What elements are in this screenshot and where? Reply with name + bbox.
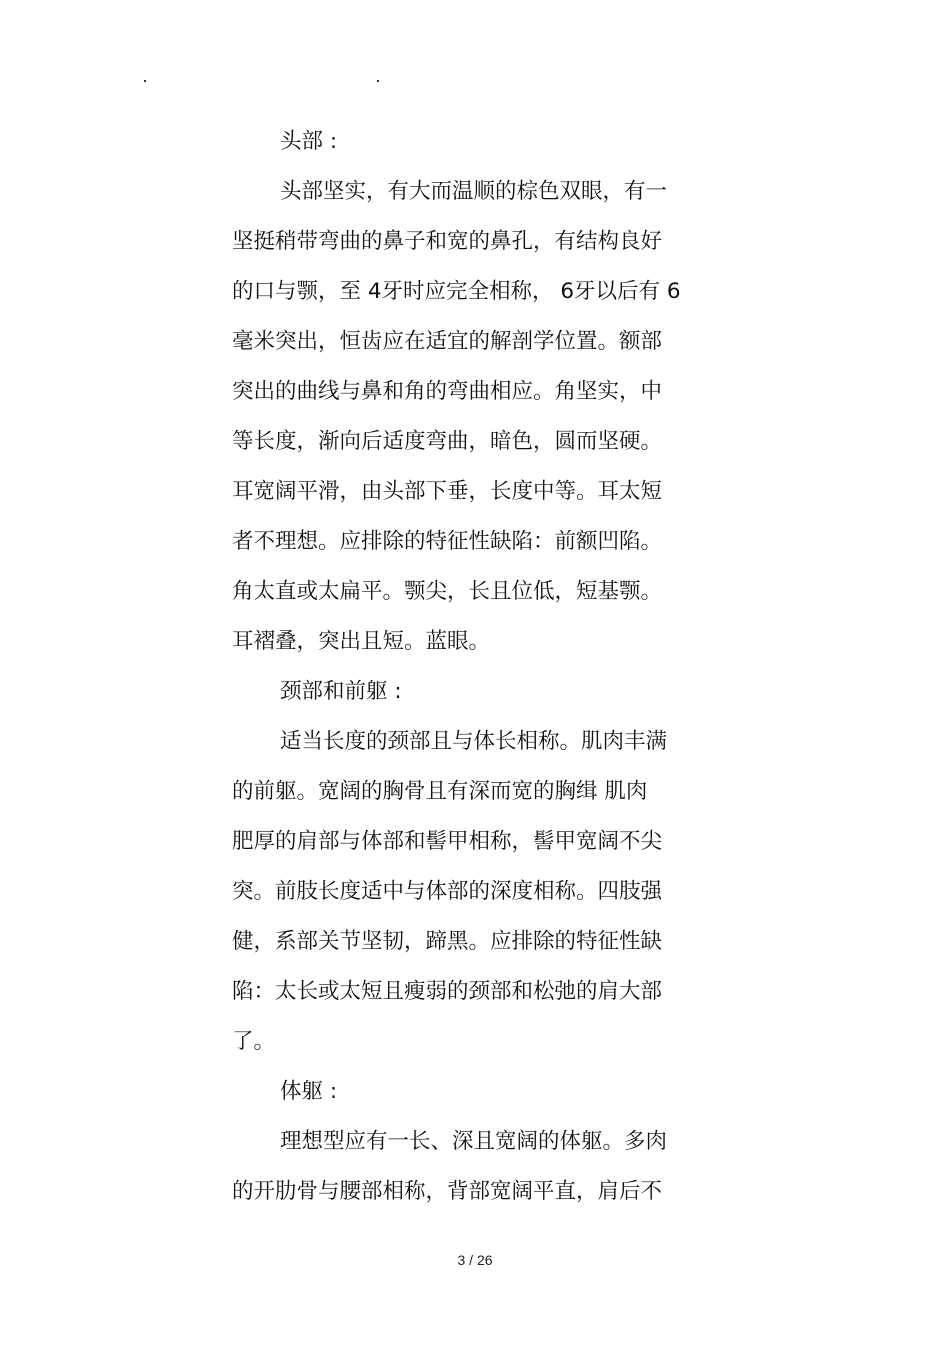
paragraph-line: 的前躯。宽阔的胸骨且有深而宽的胸缉 肌肉 [232, 779, 648, 804]
paragraph-line: 耳褶叠，突出且短。蓝眼。 [232, 629, 491, 654]
paragraph-line: 的开肋骨与腰部相称，背部宽阔平直，肩后不 [232, 1179, 663, 1204]
paragraph-line: 坚挺稍带弯曲的鼻子和宽的鼻孔，有结构良好 [232, 229, 663, 254]
paragraph-line: 了。 [232, 1029, 276, 1054]
paragraph-line: 耳宽阔平滑，由头部下垂，长度中等。耳太短 [232, 479, 663, 504]
paragraph-line: 毫米突出，恒齿应在适宜的解剖学位置。额部 [232, 329, 663, 354]
page-number: 3 / 26 [457, 1252, 493, 1268]
paragraph-line: 等长度，渐向后适度弯曲，暗色，圆而坚硬。 [232, 429, 663, 454]
paragraph-line: 头部坚实，有大而温顺的棕色双眼，有一 [280, 179, 668, 204]
paragraph-line: 适当长度的颈部且与体长相称。肌肉丰满 [280, 729, 668, 754]
paragraph-line: 的口与颚，至 4牙时应完全相称， 6牙以后有 6 [232, 279, 681, 304]
section-heading-neck: 颈部和前躯 : [280, 679, 402, 704]
paragraph-line: 肥厚的肩部与体部和髻甲相称，髻甲宽阔不尖 [232, 829, 663, 854]
scan-dot [144, 80, 146, 82]
paragraph-line: 陷：太长或太短且瘦弱的颈部和松弛的肩大部 [232, 979, 663, 1004]
section-heading-body: 体躯 : [280, 1079, 338, 1104]
paragraph-line: 角太直或太扁平。颚尖，长且位低，短基颚。 [232, 579, 663, 604]
scan-dot [377, 80, 379, 82]
paragraph-line: 突。前肢长度适中与体部的深度相称。四肢强 [232, 879, 663, 904]
section-heading-head: 头部 : [280, 129, 338, 154]
paragraph-line: 突出的曲线与鼻和角的弯曲相应。角坚实，中 [232, 379, 663, 404]
paragraph-line: 理想型应有一长、深且宽阔的体躯。多肉 [280, 1129, 668, 1154]
paragraph-line: 者不理想。应排除的特征性缺陷：前额凹陷。 [232, 529, 663, 554]
paragraph-line: 健，系部关节坚韧，蹄黑。应排除的特征性缺 [232, 929, 663, 954]
